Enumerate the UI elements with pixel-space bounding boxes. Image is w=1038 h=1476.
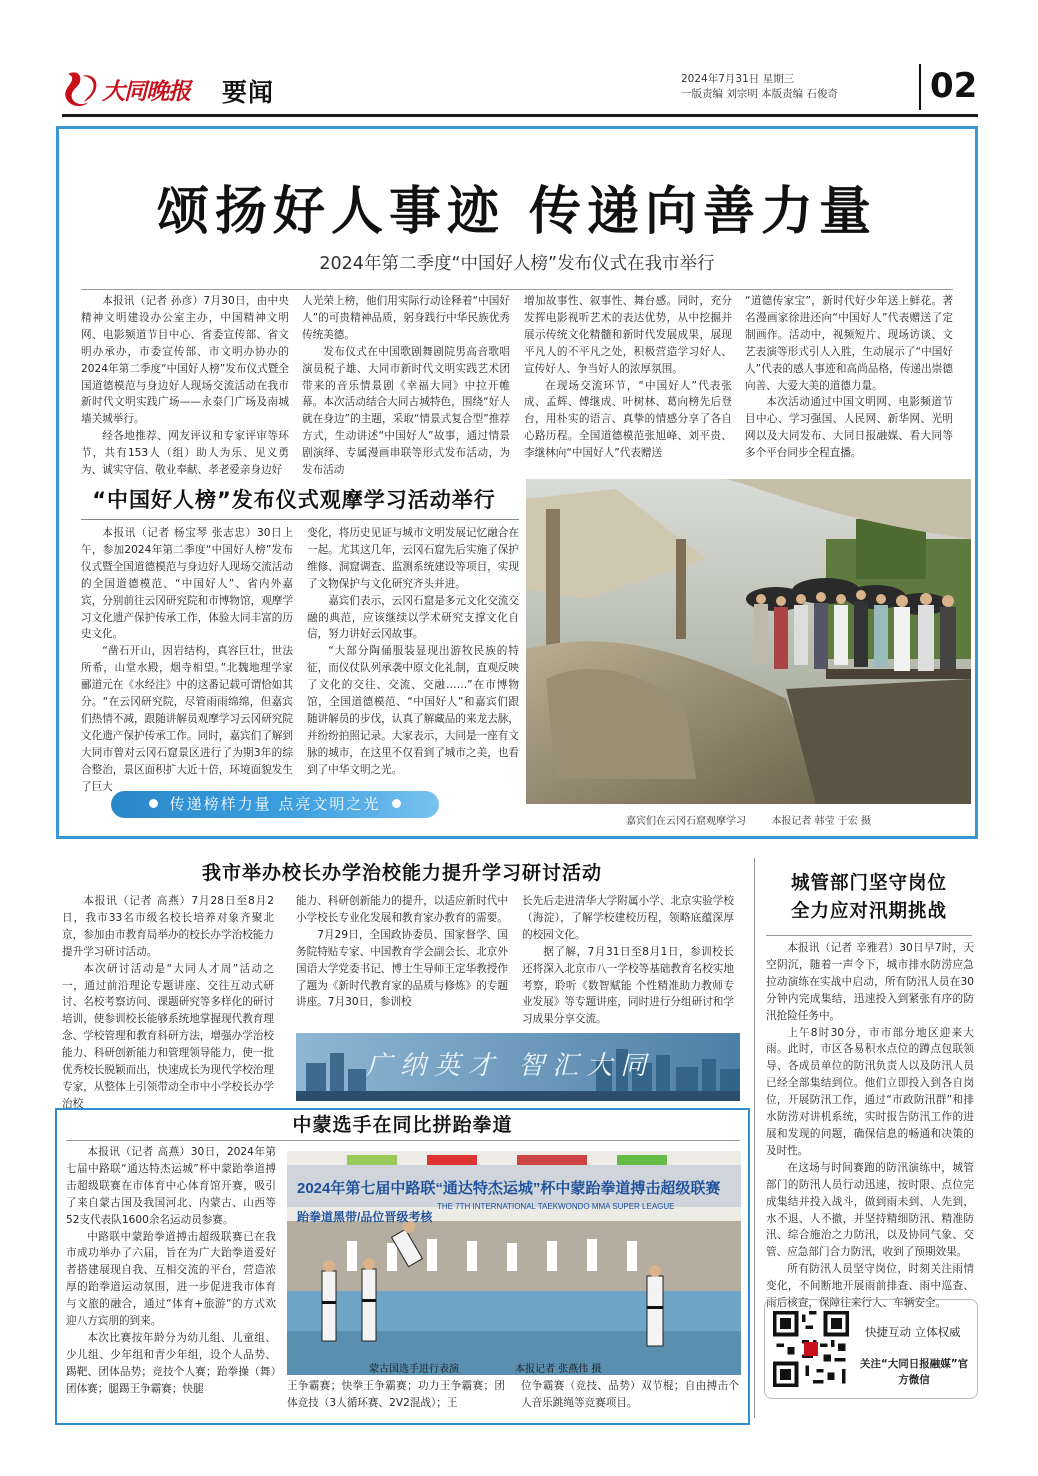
paragraph: 变化，将历史见证与城市文明发展记忆融合在一起。尤其这几年，云冈石窟先后实施了保护维修、洞窟调查、监测系统建设等项目，实现了文物保护与文化研究齐头并进。 (307, 527, 519, 590)
grotto-photo-illustration (526, 479, 971, 804)
flood-title-rule (766, 935, 972, 936)
tkd-story-title: 中蒙选手在同比拼跆拳道 (292, 1114, 513, 1136)
talent-promo-banner (296, 1033, 740, 1101)
photo-banner-subtext: THE 7TH INTERNATIONAL TAEKWONDO MMA SUPER LEAGUE (437, 1202, 675, 1211)
paragraph: “道德传家宝”，新时代好少年送上鲜花。著名漫画家徐进还向“中国好人”代表赠送了定制画作。活动中，视频短片、现场访谈、文艺表演等形式引人入胜，生动展示了“中国好人”代表的感人事迹和高尚品格，传递出崇德向善、大爱大美的道德力量。 (745, 295, 953, 392)
paragraph: 在这场与时间赛跑的防汛演练中，城管部门的防汛人员行动迅速，按时限、点位完成集结并投入战斗，做到雨未到、人先到，水不退、人不撤，并坚持精细防汛、精准防汛、综合施治之力防汛，以及协同气象、交管、应急部门合力防汛，收到了预期效果。 (766, 1161, 974, 1259)
header-meta (681, 72, 838, 102)
grotto-visit-photo (526, 479, 971, 804)
school-story-title: 我市举办校长办学治校能力提升学习研讨活动 (201, 862, 602, 884)
flood-story-body (766, 940, 974, 1310)
flood-title-line-1: 城管部门坚守岗位 (790, 873, 947, 894)
paragraph: 本报讯（记者 辛雅君）30日早7时，天空阴沉，随着一声令下，城市排水防涝应急拉动演练在实战中启动，所有防汛人员在30分钟内完成集结，迅速投入到紧张有序的防汛抢险任务中。 (766, 942, 974, 1022)
newspaper-logo (62, 66, 192, 110)
tkd-photo-caption-bar (287, 1358, 741, 1375)
paragraph: 人光荣上榜，他们用实际行动诠释着“中国好人”的可贵精神品质，躬身践行中华民族优秀传统美德。 (302, 295, 510, 341)
paragraph: “大部分陶俑服装显现出游牧民族的特征，而仪仗队列承袭中原文化礼制，直观反映了文化的交往、交流、交融……”在市博物馆，全国道德模范、“中国好人”和嘉宾们跟随讲解员的步伐，认真了解藏品的来龙去脉，并纷纷拍照记录。大家表示，大同是一座有文脉的城市，在这里不仅看到了城市之美，也看到了中华文明之光。 (307, 645, 519, 776)
paragraph: “凿石开山，因岩结构，真容巨壮，世法所希，山堂水殿，烟寺相望。”北魏地理学家郦道元在《水经注》中的这番记载可谓恰如其分。“在云冈研究院，尽管雨雨绵绵，但嘉宾们热情不减，跟随讲解员观摩学习云冈研究院文化遗产保护传承工作。同时，嘉宾们了解到大同市曾对云冈石窟景区进行了为期3年的综合整治，景区面积扩大近十倍，环境面貌发生了巨大 (81, 645, 293, 793)
paragraph: 发布仪式在中国歌剧舞剧院男高音歌唱演员税子雄、大同市新时代文明实践艺术团带来的音乐情景剧《幸福大同》中拉开帷幕。本次活动结合大同古城特色，围绕“好人就在身边”的主题，采取“情景式复合型”推荐方式，生动讲述“中国好人”故事，通过情景剧演绎、专属漫画串联等形式发布活动，为发布活动 (302, 345, 510, 477)
flood-title-line-2: 全力应对汛期挑战 (790, 901, 947, 922)
paragraph: 本次比赛按年龄分为幼儿组、儿童组、少儿组、少年组和青少年组，设个人品势、踢靶、团体品势；竞技个人赛；跆拳操（舞）团体赛；腿踢王争霸赛；快腿 (66, 1331, 276, 1395)
subhead-rule (81, 289, 953, 290)
school-column-3 (522, 893, 734, 1028)
lead-story-body (81, 293, 953, 477)
side-column-2 (307, 525, 519, 779)
photo-banner-text: 2024年第七届中路联“通达特杰运城”杯中蒙跆拳道搏击超级联赛 (297, 1180, 721, 1197)
paragraph: 能力、科研创新能力的提升，以适应新时代中小学校长专业化发展和教育家办教育的需要。 (296, 895, 508, 924)
header-divider (919, 64, 921, 110)
flood-story-title (760, 870, 978, 926)
photo-banner-subtext-2: 跆拳道黑带/品位晋级考核 (297, 1210, 433, 1224)
taekwondo-photo-illustration (287, 1151, 741, 1375)
lead-column-4 (745, 293, 953, 462)
tkd-story-bottom (287, 1378, 741, 1418)
paragraph: 本报讯（记者 高燕）7月28日至8月2日，我市33名市级名校长培养对象齐聚北京，参加由市教育局举办的校长办学治校能力提升学习研讨活动。 (62, 895, 274, 958)
side-column-1 (81, 525, 293, 796)
side-story-body (81, 525, 519, 793)
qr-follow-text: 关注“大同日报融媒”官方微信 (859, 1358, 969, 1386)
promo-slogan: 广纳英才 智汇大同 (366, 1051, 655, 1081)
lead-column-1 (81, 293, 289, 479)
lead-story-frame (56, 126, 978, 839)
paragraph: 上午8时30分，市市部分地区迎来大雨。此时，市区各易积水点位的蹲点包联领导、各成员单位的防汛负责人以及防汛人员已经全部集结到位。他们立即投入到各自岗位，开展防汛工作，通过“市政防汛群”和排水防涝对讲机系统，实时报告防汛工作的进展和发现的问题，确保信息的畅通和决策的及时性。 (766, 1026, 974, 1157)
qr-slogan: 快捷互动 立体权威 (865, 1325, 961, 1339)
paragraph: 所有防汛人员坚守岗位，时刻关注雨情变化，不间断地开展雨前排查、雨中巡查、雨后核查，保障往来行人、车辆安全。 (766, 1263, 974, 1310)
taekwondo-photo (287, 1151, 741, 1375)
paragraph: 本次研讨活动是“大同人才周”活动之一，通过前沿理论专题讲座、交往互动式研讨、名校考察访问、课题研究等多样化的研讨培训，使参训校长能够系统地掌握现代教育理念、学校管理和教育科研方法，增强办学治校能力、科研创新能力和管理领导能力，使一批优秀校长脱颖而出，快速成长为现代学校治理专家，从整体上引领带动全市中小学校长办学治校 (62, 962, 274, 1110)
editor-line: 一版责编 刘宗明 本版责编 石俊奇 (681, 88, 839, 100)
lead-column-3 (524, 293, 732, 462)
header-rule (62, 114, 978, 117)
paragraph: 在现场交流环节，“中国好人”代表张成、孟辉、傅继成、叶树林、葛向榜先后登台，用朴实的语言、真挚的情感分享了各自心路历程。全国道德模范张旭峰、刘平贵、李继林向“中国好人”代表赠送 (524, 379, 732, 460)
lead-column-2 (302, 293, 510, 479)
lead-subhead: 2024年第二季度“中国好人榜”发布仪式在我市举行 (319, 254, 715, 274)
paragraph: 7月29日，全国政协委员、国家督学、国务院特贴专家、中国教育学会副会长、北京外国语大学党委书记、博士生导师王定华教授作了题为《新时代教育家的品质与修炼》的专题讲座。7月30日，参训校 (296, 928, 508, 1009)
page-number: 02 (930, 66, 978, 106)
paragraph: 位争霸赛（竞技、品势）双节棍；自由搏击个人音乐跳绳等竞赛项目。 (521, 1380, 739, 1409)
side-title-rule (81, 519, 519, 520)
school-column-2 (296, 893, 508, 1011)
paragraph: 长先后走进清华大学附属小学、北京实验学校（海淀），了解学校建校历程，领略底蕴深厚的校园文化。 (522, 895, 734, 941)
paragraph: 本报讯（记者 杨宝琴 张志忠）30日上午，参加2024年第二季度“中国好人榜”发布仪式暨全国道德模范与身边好人现场交流活动的全国道德模范、“中国好人”、省内外嘉宾，分别前往云冈研究院和市博物馆，观摩学习文化遗产保护传承工作，体验大同丰富的历史文化。 (81, 527, 293, 641)
paragraph: 增加故事性、叙事性、舞台感。同时，充分发挥电影视听艺术的表达优势，从中挖掘并展示传统文化精髓和新时代发展成果，展现平凡人的不平凡之处，积极营造学习好人、宣传好人、争当好人的浓厚氛围。 (524, 295, 732, 375)
paragraph: 本报讯（记者 高燕）30日，2024年第七届中路联“通达特杰运城”杯中蒙跆拳道搏击超级联赛在市体育中心体育馆开赛，吸引了来自蒙古国及我国河北、内蒙古、山西等52支代表队1600余名运动员参赛。 (66, 1146, 276, 1226)
paragraph: 据了解，7月31日至8月1日，参训校长还将深入北京市八一学校等基础教育名校实地考察，聆听《数智赋能 个性精准助力教师专业发展》等专题讲座，同时进行分组研讨和学习成果分享交流。 (522, 945, 734, 1026)
wechat-qr-box (764, 1299, 978, 1399)
photo-credit: 本报记者 韩莹 于宏 摄 (771, 816, 871, 827)
column-divider (754, 858, 755, 1418)
banner-text: 传递榜样力量 点亮文明之光 (169, 795, 381, 813)
tkd-bottom-column-2 (521, 1378, 739, 1412)
issue-date: 2024年7月31日 星期三 (681, 73, 795, 85)
bullet-dot-icon (149, 799, 158, 808)
tkd-bottom-column-1 (287, 1378, 505, 1412)
paragraph: 本报讯（记者 孙彦）7月30日，由中央精神文明建设办公室主办，中国精神文明网、电影频道节目中心、省委宣传部、省文明办承办，市委宣传部、市文明办协办的2024年第二季度“中国好人榜”发布仪式暨全国道德模范与身边好人现场交流活动在我市新时代文明实践广场——永泰门广场及南城墙关城举行。 (81, 295, 289, 426)
tkd-story-body (66, 1144, 276, 1420)
paragraph: 经各地推荐、网友评议和专家评审等环节，共有153人（组）助人为乐、见义勇为、诚实守信、敬业奉献、孝老爱亲身边好 (81, 430, 289, 477)
logo-text: 大同晚报 (102, 78, 190, 105)
side-story-title: “中国好人榜”发布仪式观摩学习活动举行 (92, 488, 496, 512)
logo-flame-icon (62, 68, 100, 108)
bullet-dot-icon (392, 799, 401, 808)
photo-credit: 本报记者 张燕伟 摄 (515, 1364, 602, 1375)
paragraph: 王争霸赛；快拳王争霸赛；功力王争霸赛；团体竞技（3人循环赛、2V2混战）；王 (287, 1380, 505, 1409)
paragraph: 中路联中蒙跆拳道搏击超级联赛已在我市成功举办了六届，旨在为广大跆拳道爱好者搭建展现自我、互相交流的平台，营造浓厚的跆拳道运动氛围，进一步促进我市体育与文旅的融合，通过“体育+旅游”的方式欢迎八方宾朋的到来。 (66, 1230, 276, 1328)
photo-caption: 蒙古国选手进行表演 (369, 1364, 459, 1375)
section-name: 要闻 (222, 78, 275, 107)
tkd-title-rule (66, 1140, 740, 1141)
lead-headline: 颂扬好人事迹 传递向善力量 (156, 181, 878, 242)
grotto-photo-caption (526, 812, 971, 827)
paragraph: 本次活动通过中国文明网、电影频道节目中心、学习强国、人民网、新华网、光明网以及大同发布、大同日报融媒、看大同等多个平台同步全程直播。 (745, 396, 953, 460)
photo-caption: 嘉宾们在云冈石窟观摩学习 (626, 816, 746, 827)
paragraph: 嘉宾们表示，云冈石窟是多元文化交流交融的典范，应该继续以学术研究支撑文化自信，努力讲好云冈故事。 (307, 594, 519, 641)
school-column-1 (62, 893, 274, 1113)
qr-code-icon[interactable] (773, 1311, 849, 1387)
slogan-banner (111, 791, 439, 818)
